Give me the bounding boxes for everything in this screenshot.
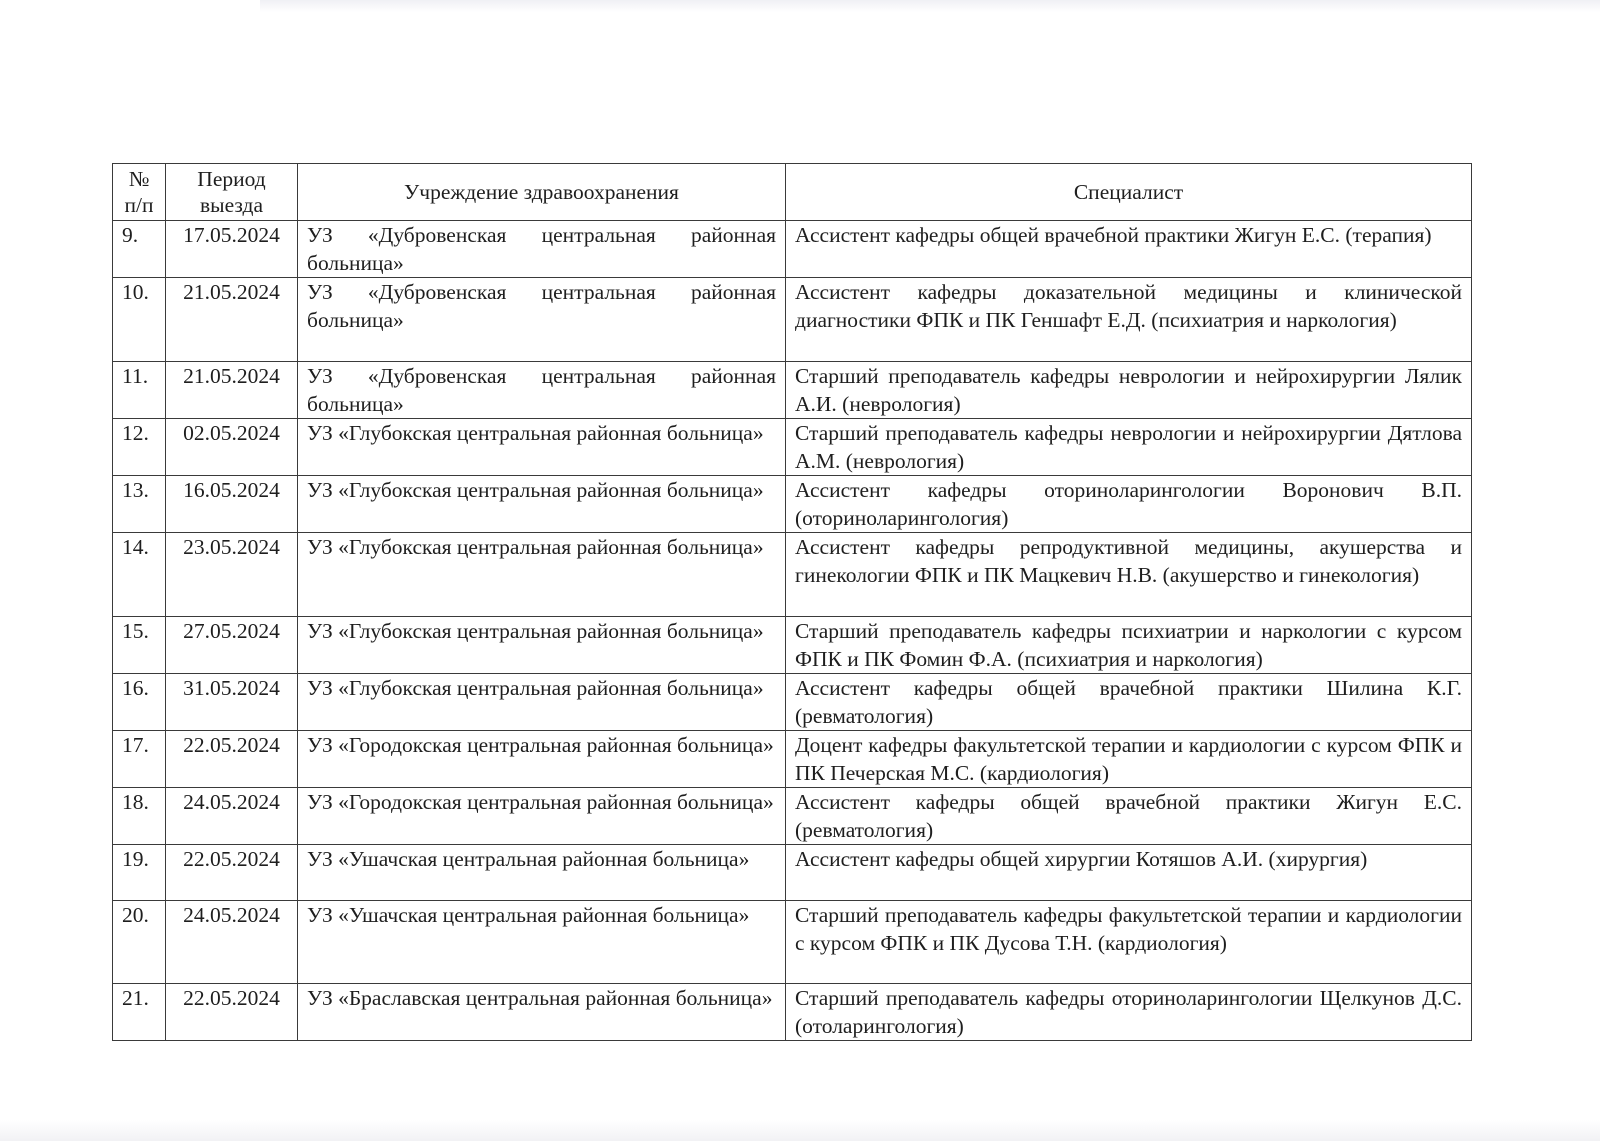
row-institution-text: УЗ «Глубокская центральная районная больница» (307, 421, 764, 445)
row-date-text: 23.05.2024 (183, 535, 280, 559)
row-date-text: 24.05.2024 (183, 790, 280, 814)
row-specialist (786, 419, 1472, 476)
row-institution (298, 476, 786, 533)
table-row (113, 731, 1472, 788)
row-specialist-text: Старший преподаватель кафедры оториноларингологии Щелкунов Д.С. (отоларингология) (795, 986, 1462, 1038)
row-number-text: 12. (122, 421, 149, 445)
row-specialist (786, 278, 1472, 362)
table-row (113, 278, 1472, 362)
row-number-text: 14. (122, 535, 149, 559)
row-specialist (786, 533, 1472, 617)
header-specialist-label: Специалист (1073, 180, 1184, 204)
row-date-text: 22.05.2024 (183, 847, 280, 871)
row-number (113, 533, 166, 617)
row-institution-text: УЗ «Дубровенская центральная районная больница» (307, 364, 776, 416)
row-specialist-text: Ассистент кафедры общей врачебной практики Жигун Е.С. (ревматология) (795, 790, 1462, 842)
table-row (113, 674, 1472, 731)
row-institution (298, 278, 786, 362)
row-institution (298, 221, 786, 278)
row-institution-text: УЗ «Ушачская центральная районная больница» (307, 847, 750, 871)
row-number-text: 18. (122, 790, 149, 814)
table-row (113, 476, 1472, 533)
row-institution (298, 984, 786, 1041)
row-number (113, 984, 166, 1041)
row-date (166, 476, 298, 533)
row-number (113, 617, 166, 674)
row-specialist (786, 845, 1472, 901)
row-date-text: 16.05.2024 (183, 478, 280, 502)
header-institution (298, 164, 786, 221)
header-period (166, 164, 298, 221)
row-institution-text: УЗ «Дубровенская центральная районная больница» (307, 280, 776, 332)
row-specialist (786, 731, 1472, 788)
row-specialist-text: Ассистент кафедры репродуктивной медицины, акушерства и гинекологии ФПК и ПК Мацкевич Н.В. (акушерство и гинекология) (795, 535, 1462, 587)
row-date (166, 674, 298, 731)
row-specialist-text: Доцент кафедры факультетской терапии и кардиологии с курсом ФПК и ПК Печерская М.С. (кардиология) (795, 733, 1462, 785)
table-row (113, 362, 1472, 419)
row-institution-text: УЗ «Глубокская центральная районная больница» (307, 535, 764, 559)
row-specialist-text: Старший преподаватель кафедры факультетской терапии и кардиологии с курсом ФПК и ПК Дусова Т.Н. (кардиология) (795, 903, 1462, 955)
row-institution-text: УЗ «Городокская центральная районная больница» (307, 733, 774, 757)
table-row (113, 419, 1472, 476)
row-specialist-text: Ассистент кафедры общей врачебной практики Жигун Е.С. (терапия) (795, 223, 1432, 247)
row-date (166, 221, 298, 278)
row-date (166, 533, 298, 617)
row-institution-text: УЗ «Браславская центральная районная больница» (307, 986, 773, 1010)
row-date-text: 22.05.2024 (183, 986, 280, 1010)
row-institution-text: УЗ «Дубровенская центральная районная больница» (307, 223, 776, 275)
row-institution (298, 533, 786, 617)
row-specialist (786, 788, 1472, 845)
row-number (113, 221, 166, 278)
row-specialist-text: Ассистент кафедры доказательной медицины и клинической диагностики ФПК и ПК Геншафт Е.Д. (психиатрия и наркология) (795, 280, 1462, 332)
row-institution (298, 419, 786, 476)
table-row (113, 617, 1472, 674)
row-date (166, 419, 298, 476)
row-number-text: 17. (122, 733, 149, 757)
row-institution-text: УЗ «Глубокская центральная районная больница» (307, 478, 764, 502)
table-row (113, 533, 1472, 617)
row-institution-text: УЗ «Городокская центральная районная больница» (307, 790, 774, 814)
row-specialist-text: Ассистент кафедры оториноларингологии Воронович В.П. (оториноларингология) (795, 478, 1462, 530)
row-specialist (786, 617, 1472, 674)
header-period-label: Период выезда (197, 167, 266, 217)
row-number-text: 15. (122, 619, 149, 643)
row-specialist (786, 674, 1472, 731)
row-number-text: 16. (122, 676, 149, 700)
row-institution (298, 845, 786, 901)
row-date (166, 845, 298, 901)
row-date-text: 27.05.2024 (183, 619, 280, 643)
row-date (166, 731, 298, 788)
header-specialist (786, 164, 1472, 221)
row-specialist-text: Старший преподаватель кафедры неврологии и нейрохирургии Лялик А.И. (неврология) (795, 364, 1462, 416)
row-number-text: 13. (122, 478, 149, 502)
header-institution-label: Учреждение здравоохранения (404, 180, 679, 204)
row-date (166, 984, 298, 1041)
row-number (113, 901, 166, 984)
table-row (113, 984, 1472, 1041)
row-date (166, 901, 298, 984)
row-specialist-text: Старший преподаватель кафедры психиатрии и наркологии с курсом ФПК и ПК Фомин Ф.А. (психиатрия и наркология) (795, 619, 1462, 671)
row-number (113, 278, 166, 362)
row-date-text: 22.05.2024 (183, 733, 280, 757)
scan-shadow-bottom (0, 1120, 1600, 1141)
row-specialist (786, 476, 1472, 533)
header-number (113, 164, 166, 221)
row-institution-text: УЗ «Ушачская центральная районная больница» (307, 903, 750, 927)
row-institution (298, 901, 786, 984)
row-number (113, 845, 166, 901)
row-date-text: 21.05.2024 (183, 364, 280, 388)
row-specialist-text: Старший преподаватель кафедры неврологии и нейрохирургии Дятлова А.М. (неврология) (795, 421, 1462, 473)
row-specialist (786, 901, 1472, 984)
row-number (113, 362, 166, 419)
row-specialist (786, 362, 1472, 419)
row-date (166, 788, 298, 845)
header-number-label: № п/п (124, 167, 154, 217)
table-header-row (113, 164, 1472, 221)
table-row (113, 788, 1472, 845)
row-date (166, 278, 298, 362)
row-date-text: 31.05.2024 (183, 676, 280, 700)
row-institution (298, 617, 786, 674)
table-row (113, 221, 1472, 278)
row-institution-text: УЗ «Глубокская центральная районная больница» (307, 619, 764, 643)
row-number (113, 731, 166, 788)
row-specialist (786, 984, 1472, 1041)
row-institution-text: УЗ «Глубокская центральная районная больница» (307, 676, 764, 700)
row-number (113, 674, 166, 731)
visit-schedule-table (112, 163, 1472, 1041)
row-number-text: 20. (122, 903, 149, 927)
row-date-text: 17.05.2024 (183, 223, 280, 247)
row-date-text: 21.05.2024 (183, 280, 280, 304)
table-row (113, 845, 1472, 901)
row-date-text: 24.05.2024 (183, 903, 280, 927)
row-specialist-text: Ассистент кафедры общей хирургии Котяшов А.И. (хирургия) (795, 847, 1368, 871)
row-specialist (786, 221, 1472, 278)
scan-shadow-top (260, 0, 1600, 12)
row-date (166, 362, 298, 419)
row-number-text: 21. (122, 986, 149, 1010)
row-date-text: 02.05.2024 (183, 421, 280, 445)
row-number-text: 19. (122, 847, 149, 871)
row-date (166, 617, 298, 674)
row-number-text: 11. (122, 364, 149, 388)
row-number-text: 10. (122, 280, 149, 304)
row-institution (298, 362, 786, 419)
row-institution (298, 674, 786, 731)
row-number (113, 788, 166, 845)
row-number (113, 476, 166, 533)
table-row (113, 901, 1472, 984)
row-number-text: 9. (122, 223, 139, 247)
row-number (113, 419, 166, 476)
row-specialist-text: Ассистент кафедры общей врачебной практики Шилина К.Г. (ревматология) (795, 676, 1462, 728)
row-institution (298, 788, 786, 845)
row-institution (298, 731, 786, 788)
